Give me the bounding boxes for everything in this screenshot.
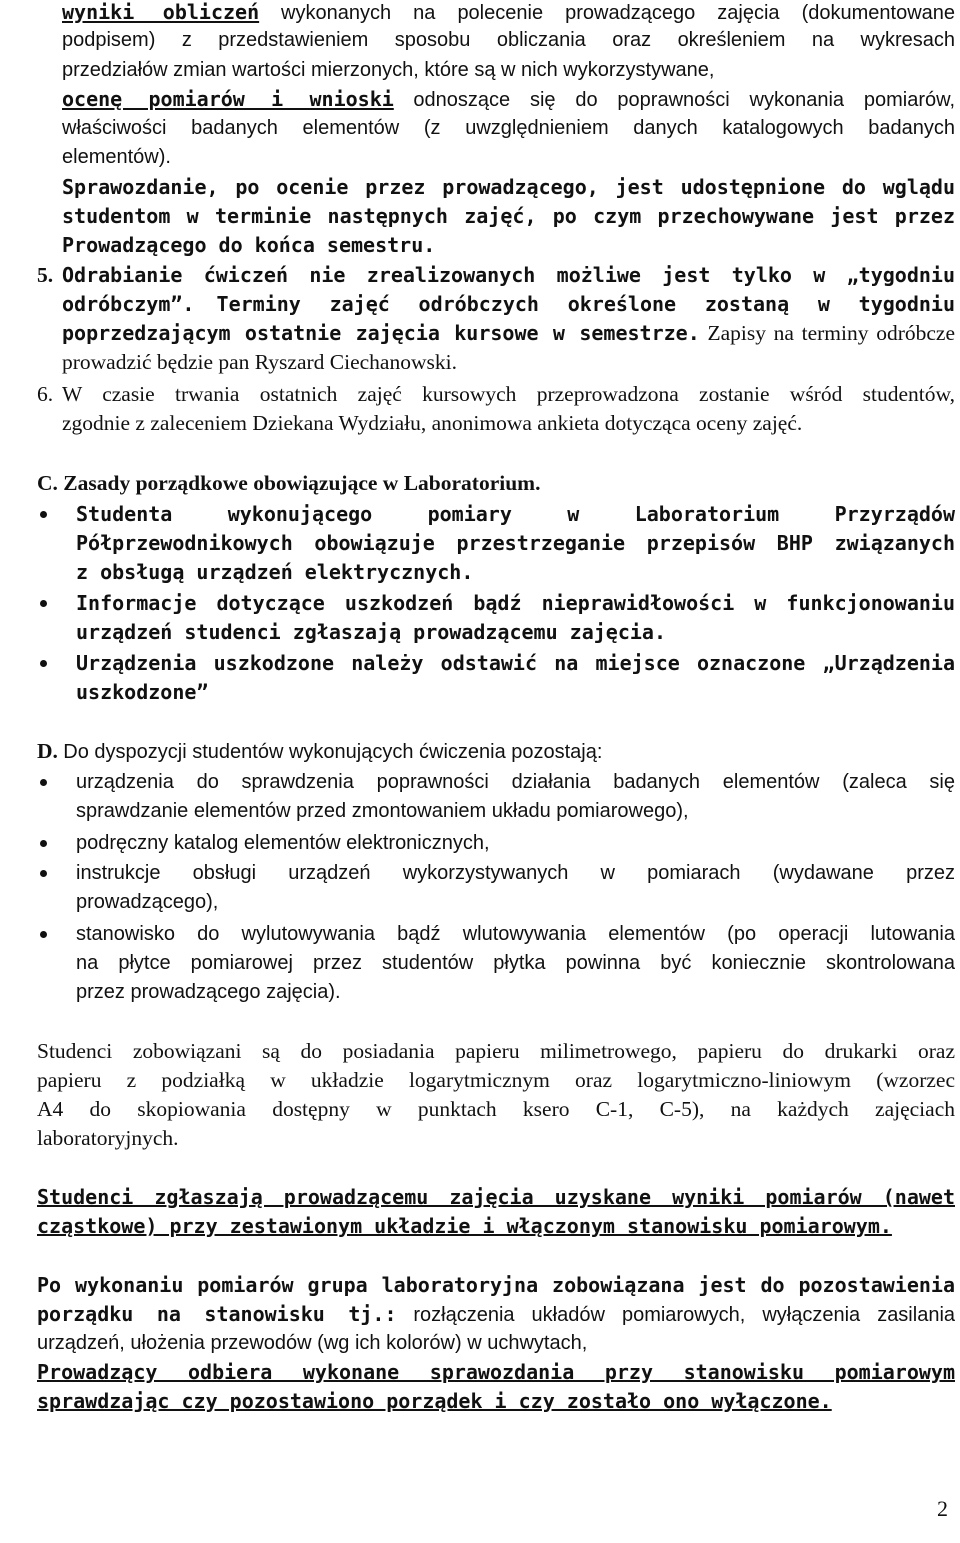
rule-text: uszkodzone” bbox=[76, 680, 209, 704]
cleanup-line bbox=[37, 1299, 955, 1330]
bullet-icon bbox=[40, 840, 47, 847]
report-line bbox=[62, 0, 955, 28]
resource-text: sprawdzanie elementów przed zmontowaniem układu pomiarowego), bbox=[76, 800, 689, 822]
page-number: 2 bbox=[937, 1496, 948, 1521]
paper-requirement-text: papieru z podziałką w układzie logarytmicznym oraz logarytmiczno-liniowym (wzorzec bbox=[37, 1068, 955, 1092]
makeup-classes-text: Terminy zajęć odróbczych określone zostaną w tygodniu bbox=[216, 292, 955, 316]
results-heading: wyniki obliczeń bbox=[62, 0, 260, 24]
report-availability: Prowadzącego do końca semestru. bbox=[62, 233, 436, 257]
report-text: odnoszące się do poprawności wykonania pomiarów, bbox=[413, 89, 956, 111]
paper-requirement-text: Studenci zobowiązani są do posiadania papieru milimetrowego, papieru do drukarki oraz bbox=[37, 1039, 955, 1063]
report-line: przedziałów zmian wartości mierzonych, które są w nich wykorzystywane, bbox=[62, 59, 715, 81]
survey-text: zgodnie z zaleceniem Dziekana Wydziału, anonimowa ankieta dotycząca oceny zajęć. bbox=[62, 411, 803, 435]
rule-text: Informacje dotyczące uszkodzeń bądź nieprawidłowości w funkcjonowaniu bbox=[76, 591, 955, 615]
cleanup-text: rozłączenia układów pomiarowych, wyłączenia zasilania bbox=[413, 1304, 956, 1326]
resource-text: prowadzącego), bbox=[76, 891, 219, 913]
resource-text: instrukcje obsługi urządzeń wykorzystywanych w pomiarach (wydawane przez bbox=[76, 862, 955, 884]
makeup-classes-text: odróbczym”. bbox=[62, 292, 195, 316]
rule-text: urządzeń studenci zgłaszają prowadzącemu zajęcia. bbox=[76, 620, 667, 644]
makeup-classes-line bbox=[62, 318, 955, 348]
makeup-classes-text: prowadzić będzie pan Ryszard Ciechanowski. bbox=[62, 350, 457, 374]
item-number: 5. bbox=[37, 263, 54, 287]
results-report-underline: cząstkowe) przy zestawionym układzie i włączonym stanowisku pomiarowym. bbox=[37, 1214, 892, 1238]
bullet-icon bbox=[40, 511, 47, 518]
section-c-heading: C. Zasady porządkowe obowiązujące w Laboratorium. bbox=[37, 471, 541, 495]
cleanup-text: Po wykonaniu pomiarów grupa laboratoryjna zobowiązana jest do pozostawienia bbox=[37, 1273, 955, 1297]
makeup-classes-text: poprzedzającym ostatnie zajęcia kursowe w semestrze. bbox=[62, 321, 700, 345]
section-d-letter: D. bbox=[37, 739, 58, 763]
report-availability: studentom w terminie następnych zajęć, po czym przechowywane jest przez bbox=[62, 204, 955, 228]
survey-text: W czasie trwania ostatnich zajęć kursowych przeprowadzona zostanie wśród studentów, bbox=[62, 382, 955, 406]
report-text: wykonanych na polecenie prowadzącego zajęcia (dokumentowane bbox=[281, 2, 956, 24]
instructor-check-underline: sprawdzając czy pozostawiono porządek i czy zostało ono wyłączone. bbox=[37, 1389, 832, 1413]
bullet-icon bbox=[40, 779, 47, 786]
makeup-classes-line bbox=[62, 289, 955, 319]
instructor-check-text bbox=[37, 1357, 955, 1387]
paper-requirement-text: laboratoryjnych. bbox=[37, 1126, 179, 1150]
bullet-icon bbox=[40, 870, 47, 877]
results-report-underline: Studenci zgłaszają prowadzącemu zajęcia uzyskane wyniki pomiarów (nawet bbox=[37, 1185, 955, 1209]
instructor-check-text bbox=[37, 1386, 832, 1416]
makeup-classes-text: Zapisy na terminy odróbcze bbox=[707, 321, 955, 345]
results-report-text bbox=[37, 1211, 892, 1241]
bullet-icon bbox=[40, 600, 47, 607]
resource-text: przez prowadzącego zajęcia). bbox=[76, 981, 341, 1003]
report-line: elementów). bbox=[62, 146, 171, 168]
results-report-text bbox=[37, 1182, 955, 1212]
cleanup-text: urządzeń, ułożenia przewodów (wg ich kolorów) w uchwytach, bbox=[37, 1332, 588, 1354]
report-line: właściwości badanych elementów (z uwzględnieniem danych katalogowych badanych bbox=[62, 117, 955, 139]
resource-text: stanowisko do wylutowywania bądź wlutowywania elementów (po operacji lutowania bbox=[76, 923, 955, 945]
section-d-line bbox=[37, 736, 602, 767]
bullet-icon bbox=[40, 660, 47, 667]
rule-text: z obsługą urządzeń elektrycznych. bbox=[76, 560, 474, 584]
report-line bbox=[62, 84, 955, 115]
paper-requirement-text: A4 do skopiowania dostępny w punktach ksero C-1, C-5), na każdych zajęciach bbox=[37, 1097, 955, 1121]
resource-text: podręczny katalog elementów elektronicznych, bbox=[76, 832, 490, 854]
item-number: 6. bbox=[37, 382, 54, 406]
bullet-icon bbox=[40, 931, 47, 938]
section-d-intro: Do dyspozycji studentów wykonujących ćwiczenia pozostają: bbox=[63, 741, 603, 763]
cleanup-text: porządku na stanowisku tj.: bbox=[37, 1302, 397, 1326]
resource-text: na płytce pomiarowej przez studentów płytka powinna być koniecznie skontrolowana bbox=[76, 952, 955, 974]
report-line: podpisem) z przedstawieniem sposobu obliczania oraz określeniem na wykresach bbox=[62, 29, 955, 51]
resource-text: urządzenia do sprawdzenia poprawności działania badanych elementów (zaleca się bbox=[76, 771, 955, 793]
assessment-heading: ocenę pomiarów i wnioski bbox=[62, 87, 394, 111]
rule-text: Studenta wykonującego pomiary w Laboratorium Przyrządów bbox=[76, 502, 955, 526]
rule-text: Półprzewodnikowych obowiązuje przestrzeganie przepisów BHP związanych bbox=[76, 531, 955, 555]
makeup-classes-text: Odrabianie ćwiczeń nie zrealizowanych możliwe jest tylko w „tygodniu bbox=[62, 263, 955, 287]
rule-text: Urządzenia uszkodzone należy odstawić na miejsce oznaczone „Urządzenia bbox=[76, 651, 955, 675]
report-availability: Sprawozdanie, po ocenie przez prowadzącego, jest udostępnione do wglądu bbox=[62, 175, 955, 199]
instructor-check-underline: Prowadzący odbiera wykonane sprawozdania przy stanowisku pomiarowym bbox=[37, 1360, 955, 1384]
